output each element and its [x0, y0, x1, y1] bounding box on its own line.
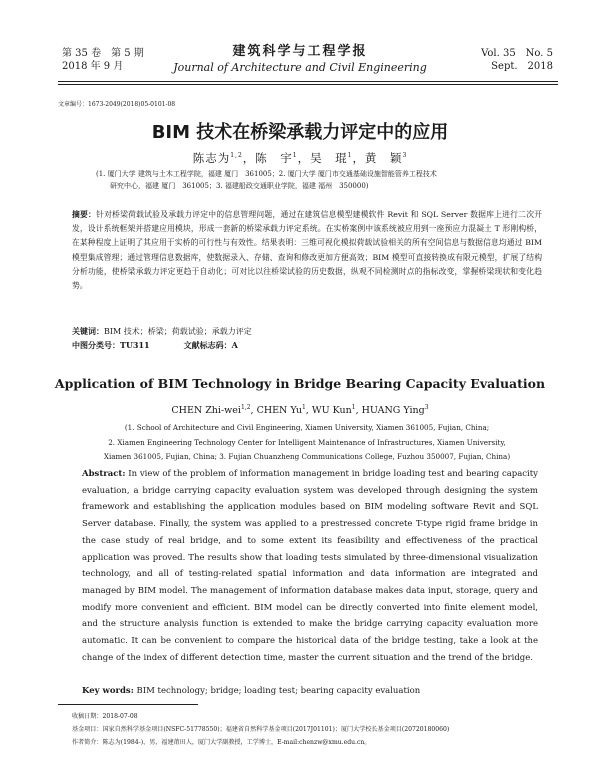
author-cn-4: ，黄 颖 — [352, 151, 403, 165]
date-en: Sept. 2018 — [491, 61, 553, 72]
abstract-cn-label: 摘要： — [72, 210, 97, 219]
header-rule-top — [58, 81, 558, 82]
author-sup: 1 — [292, 152, 298, 160]
authors-cn — [0, 150, 600, 166]
keywords-en-text: BIM technology; bridge; loading test; bearing capacity evaluation — [133, 686, 421, 696]
author-en-3: , WU Kun — [305, 405, 352, 417]
volume-en: Vol. 35 No. 5 — [481, 48, 553, 59]
author-sup: 1,2 — [230, 152, 243, 160]
affiliation-cn-line: 研究中心，福建 厦门 361005；3. 福建船政交通职业学院，福建 福州 350000) — [110, 182, 369, 190]
keywords-en — [82, 686, 420, 696]
keywords-cn-text: BIM 技术；桥梁；荷载试验；承载力评定 — [104, 327, 252, 336]
volume-cn: 第 35 卷 第 5 期 — [62, 48, 144, 59]
author-cn-1: 陈志为 — [192, 151, 231, 165]
journal-name-cn: 建筑科学与工程学报 — [232, 44, 368, 59]
abstract-cn — [72, 208, 542, 293]
affiliation-en-line: 2. Xiamen Engineering Technology Center for Intelligent Maintenance of Infrastructures, Xiamen University, — [108, 437, 506, 447]
title-en: Application of BIM Technology in Bridge Bearing Capacity Evaluation — [54, 376, 546, 391]
article-number: 文章编号：1673-2049(2018)05-0101-08 — [58, 101, 176, 108]
authors-en — [0, 404, 600, 416]
affiliation-en — [72, 421, 542, 465]
journal-name-en: Journal of Architecture and Civil Engineering — [173, 61, 427, 74]
author-sup: 1 — [347, 152, 353, 160]
author-en-4: , HUANG Ying — [355, 405, 425, 417]
header-rule-bottom — [58, 84, 558, 85]
classification — [72, 340, 272, 351]
author-sup: 1,2 — [240, 404, 251, 411]
keywords-cn — [72, 326, 252, 337]
affiliation-cn — [96, 168, 516, 192]
header-journal — [150, 43, 450, 76]
header-volume-cn — [62, 47, 144, 73]
author-sup: 1 — [301, 404, 306, 411]
header-volume-en — [481, 47, 553, 73]
affiliation-cn-line: (1. 厦门大学 建筑与土木工程学院，福建 厦门 361005；2. 厦门大学 厦门市交通基础设施智能管养工程技术 — [96, 170, 437, 178]
keywords-cn-label: 关键词： — [72, 326, 104, 336]
abstract-cn-text: 针对桥梁荷载试验及承载力评定中的信息管理问题，通过在建筑信息模型建模软件 Revit 和 SQL Server 数据库上进行二次开发，设计系统框架并搭建应用模块，形成一套新的桥梁承载力评定系统。在实桥案例中该系统被应用到一座预应力混凝土 T 形刚构桥，在某种程度上证明了其应用于实桥的可行性与有效性。结果表明：三维可视化模拟荷载试验相关的所有空间信息与数据信息均通过 BIM 模型集成管理；通过管理信息数据库，使数据录入、存储、查询和修改更加方便高效；BIM 模型可直接转换成有限元模型，扩展了结构分析功能，使桥梁承载力评定更趋于自动化；可对比以往桥梁试验的历史数据，纵观不同检测时点的指标改变，掌握桥梁现状和变化趋势。 — [72, 210, 543, 291]
affiliation-en-line: Xiamen 361005, Fujian, China; 3. Fujian Chuanzheng Communications College, Fuzhou 350007, Fujian, China) — [103, 452, 511, 461]
keywords-en-label: Key words: — [82, 686, 134, 696]
author-sup: 1 — [351, 404, 356, 411]
author-cn-3: ，吴 琨 — [297, 151, 348, 165]
footnote-received: 收稿日期：2018-07-08 — [72, 713, 138, 720]
footnote-rule — [58, 704, 198, 705]
author-en-1: CHEN Zhi-wei — [171, 405, 241, 417]
footnote-author-bio: 作者简介：陈志为(1984-)，男，福建莆田人，厦门大学副教授，工学博士，E-mail:chenzw@xmu.edu.cn。 — [72, 739, 371, 746]
title-cn: BIM 技术在桥梁承载力评定中的应用 — [151, 122, 449, 143]
date-cn: 2018 年 9 月 — [62, 61, 124, 72]
affiliation-en-line: (1. School of Architecture and Civil Engineering, Xiamen University, Xiamen 361005, Fujian, China; — [124, 423, 490, 432]
author-sup: 3 — [402, 152, 408, 160]
class-number: 中图分类号：TU311 — [72, 340, 150, 350]
document-code: 文献标志码：A — [183, 340, 238, 350]
abstract-en — [82, 466, 538, 666]
author-sup: 3 — [424, 404, 429, 411]
footnote-funding: 基金项目：国家自然科学基金项目(NSFC-51778550)；福建省自然科学基金项目(2017J01101)；厦门大学校长基金项目(20720180060) — [72, 726, 450, 733]
author-en-2: , CHEN Yu — [250, 405, 302, 417]
abstract-en-text: In view of the problem of information management in bridge loading test and bearing capacity evaluation, a bridge carrying capacity evaluation system was developed through designing the system framework and establishing the application modules based on BIM modeling software Revit and SQL Server database. Finally, the system was applied to a prestressed concrete T-type rigid frame bridge in the case study of real bridge, and to some extent its feasibility and effectiveness of the practical application was proved. The results show that loading tests simulated by three-dimensional visualization technology, and all of testing-related spatial information and data information are integrated and managed by BIM model. The management of information database makes data input, storage, query and modify more convenient and efficient. BIM model can be directly converted into finite element model, and the structure analysis function is extended to make the bridge carrying capacity evaluation more automatic. It can be convenient to compare the historical data of the bridge testing, take a look at the change of the index of different detection time, master the current situation and the trend of the bridge. — [82, 469, 538, 663]
abstract-en-label: Abstract: — [82, 469, 126, 479]
author-cn-2: ，陈 宇 — [242, 151, 293, 165]
